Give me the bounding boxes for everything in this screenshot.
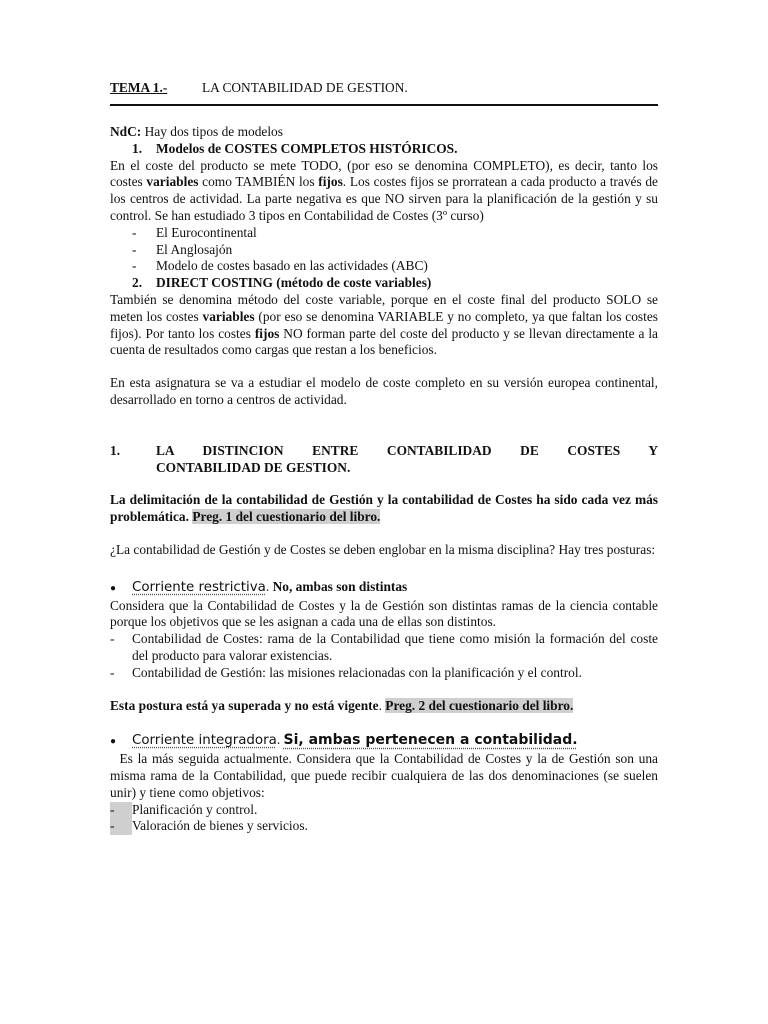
model2-text-2: (por eso se denomina VARIABLE y no completo, ya que faltan los costes fijos). Por tanto los costes — [110, 308, 658, 341]
list-item — [110, 258, 658, 275]
restrictiva-name: Corriente restrictiva — [132, 579, 266, 595]
section-1-title — [156, 443, 658, 477]
list-item — [110, 665, 658, 682]
model1-text-3: . Los costes fijos se prorratean a cada producto a través de los centros de actividad. La parte negativa es que NO sirven para la planificación de la gestión y su control. Se han estudiado 3 tipos en Contabilidad de Costes (3º curso) — [110, 174, 658, 223]
model2-title: DIRECT COSTING (método de coste variables) — [156, 275, 432, 291]
document-page — [110, 80, 662, 835]
list-item-text: Contabilidad de Costes: rama de la Contabilidad que tiene como misión la formación del coste del producto para valorar existencias. — [132, 631, 658, 663]
list-item-text: El Eurocontinental — [156, 224, 257, 240]
tema-label: TEMA 1.- — [110, 80, 168, 95]
model2-paragraph — [110, 292, 658, 359]
model2-bold-fijos: fijos — [254, 325, 280, 341]
section-1-title-line1: LA DISTINCION ENTRE CONTABILIDAD DE COSTES Y — [156, 442, 658, 458]
list-item-text: Contabilidad de Gestión: las misiones relacionadas con la planificación y el control. — [132, 664, 582, 680]
section-1-heading — [110, 443, 658, 477]
preg-2-highlight: Preg. 2 del cuestionario del libro. — [385, 697, 574, 713]
pregunta-paragraph: ¿La contabilidad de Gestión y de Costes se deben englobar en la misma disciplina? Hay tres posturas: — [110, 541, 656, 557]
dash-marker: - — [110, 664, 115, 680]
restrictiva-dot: . — [265, 578, 270, 594]
list-item-text: Valoración de bienes y servicios. — [132, 818, 308, 834]
list-item-text: Planificación y control. — [132, 801, 258, 817]
model2-heading — [110, 275, 658, 292]
list-item — [110, 242, 658, 259]
ndc-label: NdC: — [110, 124, 142, 139]
model1-text-1: En el coste del producto se mete TODO, (por eso se denomina COMPLETO), es decir, tanto los costes — [110, 157, 658, 190]
list-item-text: Modelo de costes basado en las actividades (ABC) — [156, 258, 428, 274]
model1-text-2: como TAMBIÉN los — [198, 174, 319, 190]
bullet-dot: ● — [110, 582, 117, 594]
integradora-answer: Si, ambas pertenecen a contabilidad. — [283, 732, 578, 749]
integradora-name: Corriente integradora — [132, 733, 277, 749]
dash-marker: - — [132, 241, 137, 257]
integradora-dot: . — [276, 732, 284, 748]
model1-bold-variables: variables — [146, 174, 199, 190]
integradora-paragraph: Es la más seguida actualmente. Considera que la Contabilidad de Costes y la de Gestión son una misma rama de la Contabilidad, que puede recibir cualquiera de las dos denominaciones (se suelen unir) y tiene como objetivos: — [110, 751, 662, 800]
dash-marker: - — [110, 802, 132, 819]
delimitacion-text: La delimitación de la contabilidad de Gestión y la contabilidad de Costes ha sido cada vez más problemática. — [110, 492, 658, 525]
list-item — [110, 818, 658, 835]
superada-paragraph — [110, 698, 658, 715]
model1-title: Modelos de COSTES COMPLETOS HISTÓRICOS. — [156, 140, 458, 156]
restrictiva-answer: No, ambas son distintas — [269, 578, 408, 594]
model2-bold-variables: variables — [202, 308, 255, 324]
ndc-line — [110, 124, 658, 141]
asignatura-paragraph: En esta asignatura se va a estudiar el modelo de coste completo en su versión europea continental, desarrollado en torno a centros de actividad. — [110, 375, 658, 407]
dash-marker: - — [110, 631, 115, 647]
list-item — [110, 631, 658, 665]
model2-text-3: NO forman parte del coste del producto y se llevan directamente a la cuenta de resultados como cargas que restan a los beneficios. — [110, 325, 658, 358]
model2-text-1: También se denomina método del coste variable, porque en el coste final del producto SOLO se meten los costes — [110, 291, 658, 324]
model1-paragraph — [110, 158, 658, 225]
preg-1-highlight: Preg. 1 del cuestionario del libro. — [192, 509, 381, 525]
dash-marker: - — [132, 258, 137, 274]
list-item — [110, 802, 658, 819]
restrictiva-paragraph: Considera que la Contabilidad de Costes y la de Gestión son distintas ramas de la ciencia contable porque los objetivos que se les asignan a cada una de ellas son distintos. — [110, 597, 658, 630]
superada-dot: . — [378, 697, 386, 713]
section-1-title-line2: CONTABILIDAD DE GESTION. — [156, 459, 351, 475]
ndc-text: Hay dos tipos de modelos — [141, 124, 283, 139]
document-title — [110, 80, 658, 106]
model1-list — [110, 225, 658, 275]
superada-text: Esta postura está ya superada y no está vigente — [110, 697, 379, 713]
list-item-text: El Anglosajón — [156, 241, 233, 257]
model2-num: 2. — [132, 275, 143, 291]
bullet-dot: ● — [110, 736, 117, 748]
title-text: LA CONTABILIDAD DE GESTION. — [202, 80, 408, 95]
model1-num: 1. — [132, 140, 143, 156]
dash-marker: - — [132, 224, 137, 240]
model1-heading — [110, 141, 658, 158]
dash-marker: - — [110, 818, 132, 835]
restrictiva-bullet — [110, 579, 658, 598]
integradora-bullet — [110, 732, 658, 751]
list-item — [110, 225, 658, 242]
section-1-num: 1. — [110, 442, 121, 458]
delimitacion-paragraph — [110, 492, 658, 526]
model1-bold-fijos: fijos — [318, 174, 343, 190]
